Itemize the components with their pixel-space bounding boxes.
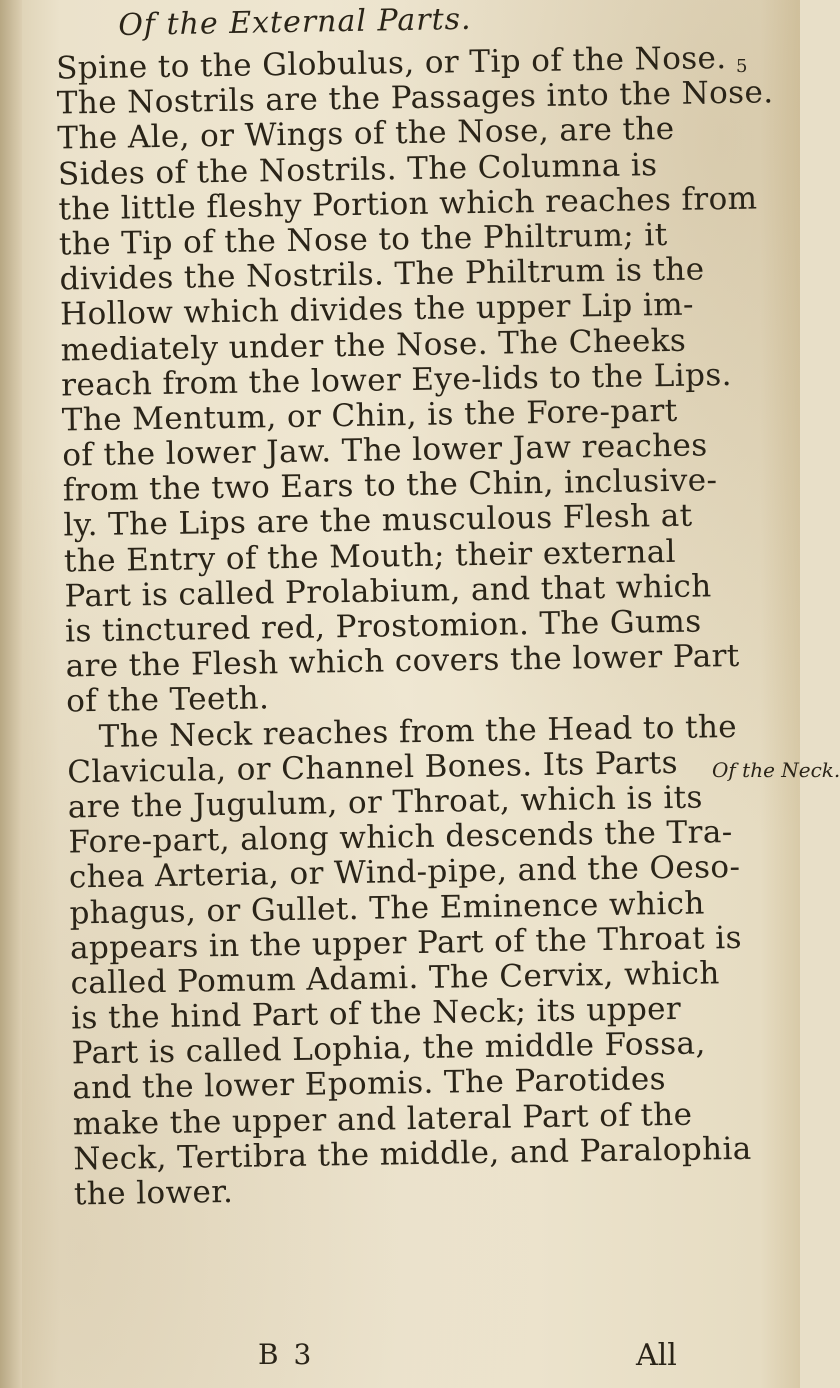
text-line: Spine to the Globulus, or Tip of the Nose. (55, 40, 727, 87)
text-line: make the upper and lateral Part of the (72, 1096, 693, 1143)
body-text (28, 40, 786, 1213)
marginal-note: Of the Neck. (712, 758, 840, 782)
text-line: the Entry of the Mouth; their external (63, 533, 677, 580)
text-line: appears in the upper Part of the Throat is (69, 919, 743, 967)
text-line: chea Arteria, or Wind-pipe, and the Oeso- (68, 849, 741, 896)
catchword: All (636, 1338, 677, 1373)
text-line: divides the Nostrils. The Philtrum is the (59, 251, 705, 298)
text-line: Hollow which divides the upper Lip im- (59, 286, 695, 333)
text-line: and the lower Epomis. The Parotides (72, 1061, 667, 1107)
text-line: are the Jugulum, or Throat, which is its (67, 779, 704, 826)
text-line: Clavicula, or Channel Bones. Its Parts (67, 744, 679, 791)
text-line: Part is called Lophia, the middle Fossa, (71, 1025, 706, 1072)
text-line: Sides of the Nostrils. The Columna is (57, 146, 658, 193)
text-line: Part is called Prolabium, and that which (64, 568, 712, 615)
text-line: the Tip of the Nose to the Philtrum; it (58, 216, 668, 263)
text-line: Neck, Tertibra the middle, and Paralophia (73, 1130, 752, 1178)
text-line: phagus, or Gullet. The Eminence which (69, 884, 706, 931)
text-line: The Nostrils are the Passages into the Nose. (56, 74, 774, 122)
text-line: is the hind Part of the Neck; its upper (70, 990, 682, 1037)
page-gutter (0, 0, 22, 1388)
text-line: of the Teeth. (65, 680, 270, 720)
text-line: is tinctured red, Prostomion. The Gums (64, 603, 702, 650)
text-line: from the two Ears to the Chin, inclusive- (62, 462, 718, 509)
signature-mark: B 3 (258, 1338, 315, 1371)
text-line: the little fleshy Portion which reaches from (58, 180, 758, 228)
text-line: The Ale, or Wings of the Nose, are the (57, 111, 675, 157)
text-line: of the lower Jaw. The lower Jaw reaches (62, 427, 708, 474)
text-line: The Neck reaches from the Head to the (98, 708, 738, 755)
text-line: The Mentum, or Chin, is the Fore-part (61, 392, 678, 439)
text-line: called Pomum Adami. The Cervix, which (70, 955, 721, 1002)
text-line: are the Flesh which covers the lower Part (65, 638, 740, 685)
text-line: ly. The Lips are the musculous Flesh at (63, 498, 693, 544)
text-line: Fore-part, along which descends the Tra- (68, 814, 733, 861)
text-line: mediately under the Nose. The Cheeks (60, 322, 687, 369)
page-number: 5 (736, 56, 748, 77)
text-line: the lower. (73, 1173, 234, 1213)
running-head: Of the External Parts. (118, 1, 472, 43)
text-line: reach from the lower Eye-lids to the Lips. (60, 356, 733, 404)
